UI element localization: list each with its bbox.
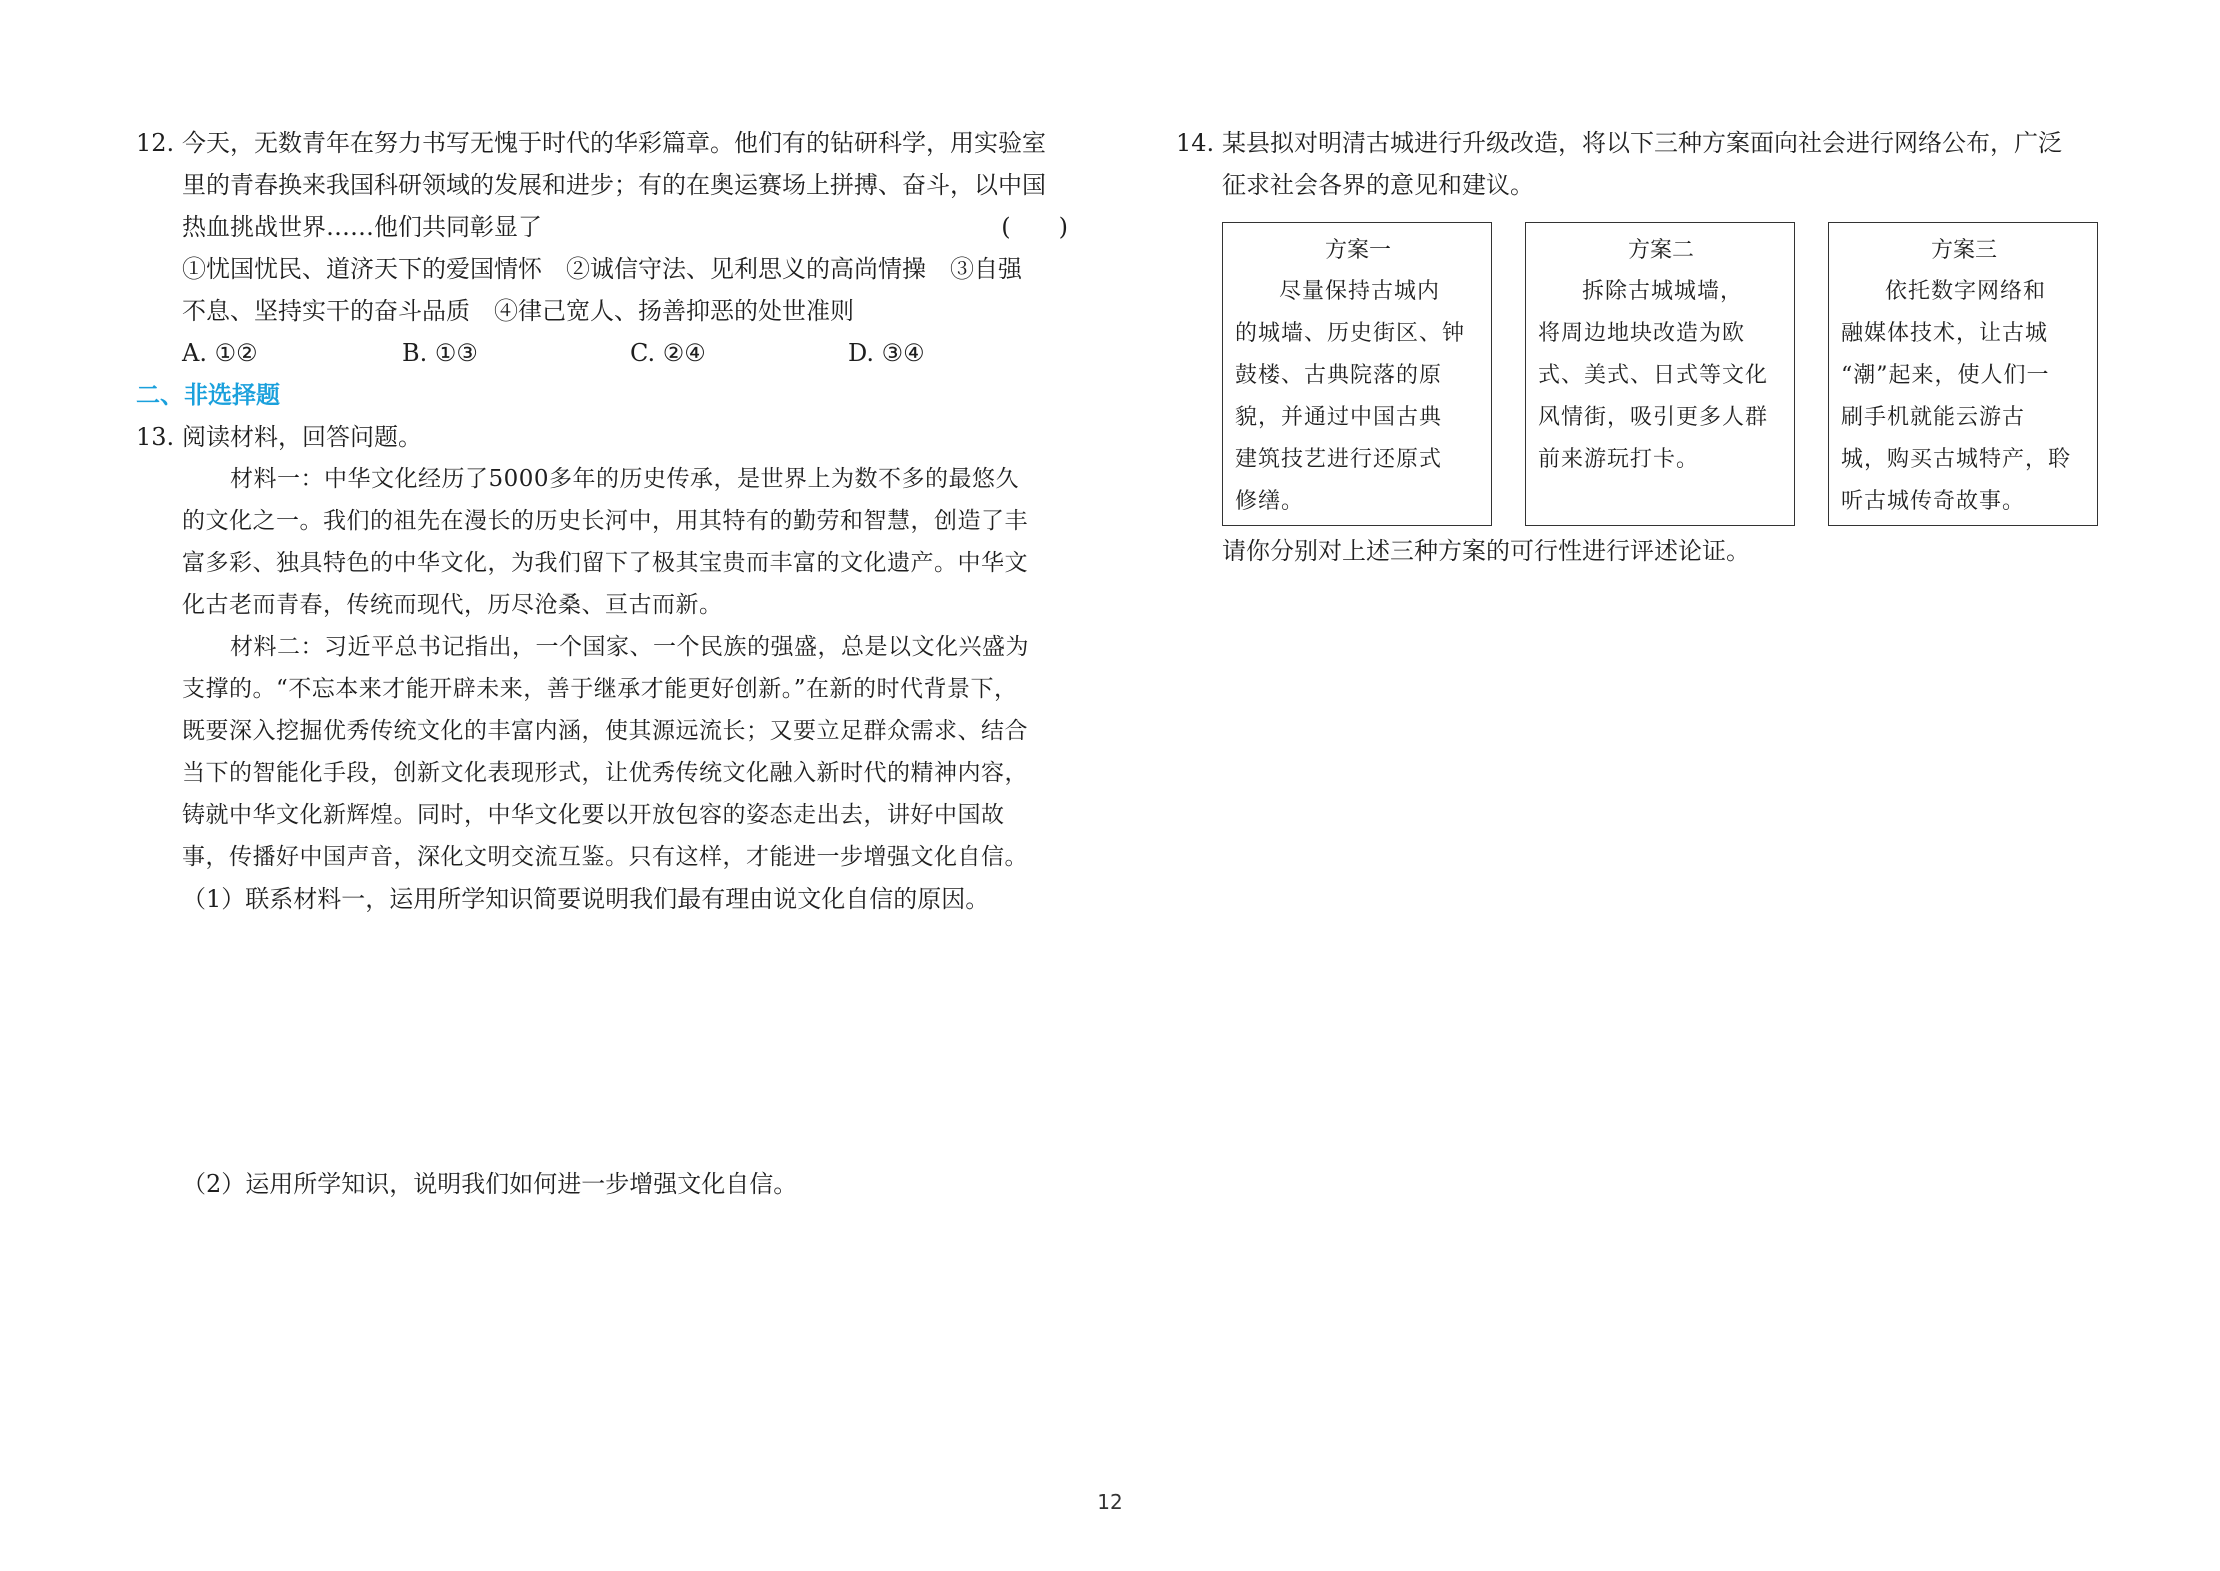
- material-two-line: 事，传播好中国声音，深化文明交流互鉴。只有这样，才能进一步增强文化自信。: [182, 844, 1028, 870]
- q13-subquestion-1: （1）联系材料一，运用所学知识简要说明我们最有理由说文化自信的原因。: [182, 885, 990, 913]
- option-d: D. ③④: [848, 339, 925, 367]
- q14-number: 14.: [1176, 129, 1215, 157]
- answer-bracket: ( ): [1001, 213, 1068, 241]
- material-one-line: 的文化之一。我们的祖先在漫长的历史长河中，用其特有的勤劳和智慧，创造了丰: [182, 508, 1028, 534]
- q12-statement-line-1: ①忧国忧民、道济天下的爱国情怀 ②诚信守法、见利思义的高尚情操 ③自强: [182, 255, 1022, 283]
- plan-line: 依托数字网络和: [1885, 279, 2047, 304]
- plan-line: 式、美式、日式等文化: [1538, 363, 1769, 388]
- q12-line-3: 热血挑战世界……他们共同彰显了 ( ): [136, 206, 1068, 248]
- plan-line: 鼓楼、古典院落的原: [1235, 363, 1443, 388]
- plan-title: 方案三: [1930, 238, 1997, 263]
- plan-line: 貌，并通过中国古典: [1235, 405, 1443, 430]
- option-b: B. ①③: [402, 339, 478, 367]
- material-one-line: 化古老而青春，传统而现代，历尽沧桑、亘古而新。: [182, 592, 723, 618]
- question-14: [1176, 122, 2106, 572]
- q12-options: [136, 332, 1068, 374]
- question-13: [136, 416, 1068, 920]
- q12-statement-line-2: 不息、坚持实干的奋斗品质 ④律己宽人、扬善抑恶的处世准则: [182, 297, 854, 325]
- plan-box-two: [1525, 222, 1795, 526]
- plan-title: 方案二: [1627, 238, 1694, 263]
- material-one-line: 材料一：中华文化经历了5000多年的历史传承，是世界上为数不多的最悠久: [230, 466, 1020, 492]
- q12-line-1: 12. 今天，无数青年在努力书写无愧于时代的华彩篇章。他们有的钻研科学，用实验室: [136, 122, 1068, 164]
- plan-line: 的城墙、历史街区、钟: [1235, 321, 1466, 346]
- q12-number: 12.: [136, 129, 175, 157]
- material-two-line: 当下的智能化手段，创新文化表现形式，让优秀传统文化融入新时代的精神内容，: [182, 760, 1028, 786]
- q14-prompt: 请你分别对上述三种方案的可行性进行评述论证。: [1222, 537, 1750, 565]
- plan-line: 听古城传奇故事。: [1841, 489, 2026, 514]
- q13-number: 13.: [136, 423, 175, 451]
- plan-line: 风情街，吸引更多人群: [1538, 405, 1769, 430]
- q13-subquestion-2: （2）运用所学知识，说明我们如何进一步增强文化自信。: [182, 1170, 798, 1198]
- page-number: 12: [1097, 1490, 1123, 1514]
- right-column: [1176, 122, 2106, 572]
- option-a: A. ①②: [182, 339, 258, 367]
- material-two-line: 材料二：习近平总书记指出，一个国家、一个民族的强盛，总是以文化兴盛为: [230, 634, 1029, 660]
- plan-line: 建筑技艺进行还原式: [1235, 447, 1443, 472]
- option-c: C. ②④: [630, 339, 706, 367]
- plan-box-one: [1222, 222, 1492, 526]
- left-column: [136, 122, 1068, 920]
- plan-box-three: [1828, 222, 2098, 526]
- q13-intro: 13. 阅读材料，回答问题。: [136, 416, 1068, 458]
- plan-line: 尽量保持古城内: [1279, 279, 1441, 304]
- plan-line: 融媒体技术，让古城: [1841, 321, 2049, 346]
- plan-line: 前来游玩打卡。: [1538, 447, 1700, 472]
- plan-boxes: [1222, 222, 2106, 530]
- q12-line-2: 里的青春换来我国科研领域的发展和进步；有的在奥运赛场上拼搏、奋斗，以中国: [182, 171, 1046, 199]
- material-one-line: 富多彩、独具特色的中华文化，为我们留下了极其宝贵而丰富的文化遗产。中华文: [182, 550, 1028, 576]
- material-two-line: 铸就中华文化新辉煌。同时，中华文化要以开放包容的姿态走出去，讲好中国故: [182, 802, 1005, 828]
- question-12: [136, 122, 1068, 374]
- plan-title: 方案一: [1324, 238, 1391, 263]
- material-two-line: 支撑的。“不忘本来才能开辟未来，善于继承才能更好创新。”在新的时代背景下，: [182, 676, 1018, 702]
- plan-line: 将周边地块改造为欧: [1538, 321, 1746, 346]
- material-two: [136, 626, 1068, 878]
- material-one: [136, 458, 1068, 626]
- plan-line: 拆除古城城墙，: [1582, 279, 1744, 304]
- material-two-line: 既要深入挖掘优秀传统文化的丰富内涵，使其源远流长；又要立足群众需求、结合: [182, 718, 1028, 744]
- plan-line: “潮”起来，使人们一: [1841, 363, 2050, 388]
- q14-line-1: 14. 某县拟对明清古城进行升级改造，将以下三种方案面向社会进行网络公布，广泛: [1176, 122, 2106, 164]
- section-title: 二、非选择题: [136, 381, 280, 409]
- plan-line: 修缮。: [1235, 489, 1305, 514]
- q14-line-2: 征求社会各界的意见和建议。: [1222, 171, 1534, 199]
- plan-line: 刷手机就能云游古: [1841, 405, 2026, 430]
- plan-line: 城，购买古城特产，聆: [1841, 447, 2072, 472]
